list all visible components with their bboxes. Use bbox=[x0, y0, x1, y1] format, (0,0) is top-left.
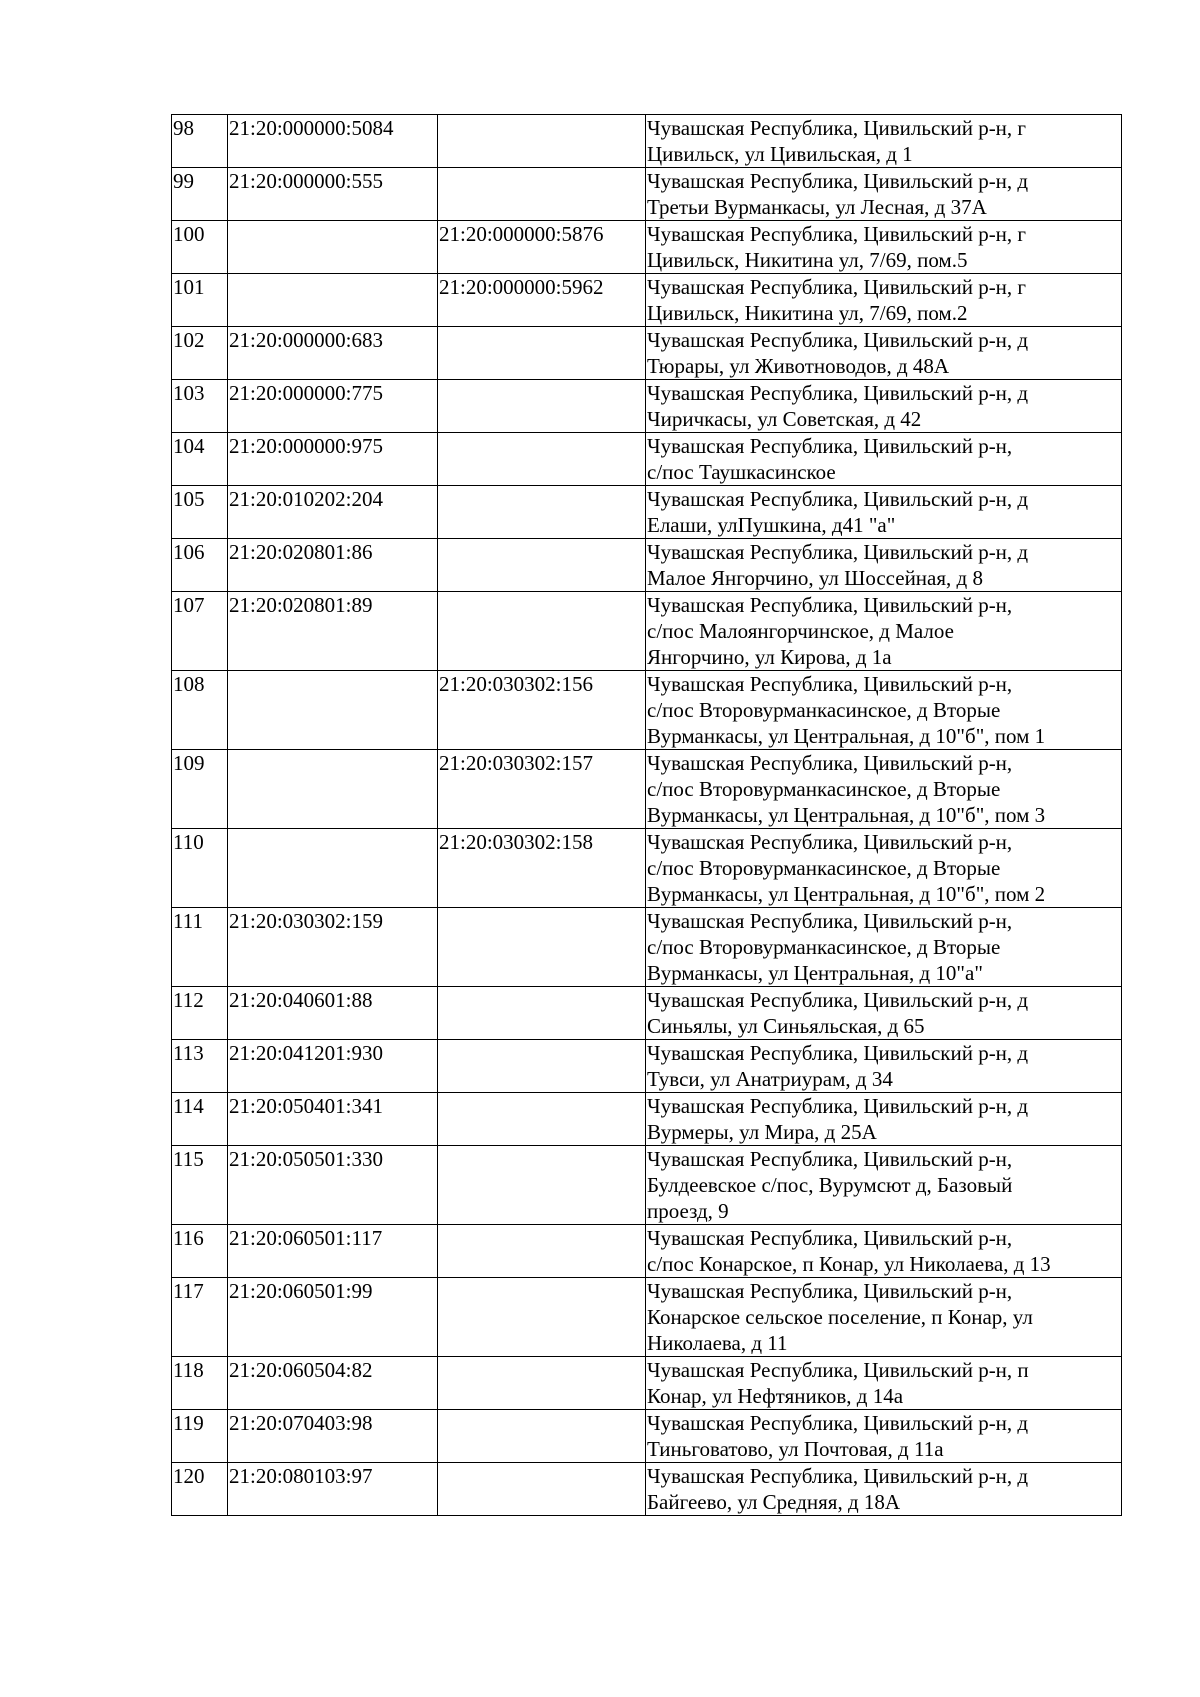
address-cell bbox=[646, 671, 1122, 750]
address-cell bbox=[646, 221, 1122, 274]
row-number-cell: 118 bbox=[172, 1357, 228, 1410]
building-cadastral-number-cell bbox=[438, 433, 646, 486]
land-cadastral-number-cell: 21:20:041201:930 bbox=[228, 1040, 438, 1093]
building-cadastral-number-cell bbox=[438, 1225, 646, 1278]
address-cell bbox=[646, 539, 1122, 592]
address-cell bbox=[646, 1225, 1122, 1278]
land-cadastral-number-cell: 21:20:000000:683 bbox=[228, 327, 438, 380]
building-cadastral-number-cell bbox=[438, 115, 646, 168]
building-cadastral-number-cell bbox=[438, 327, 646, 380]
address-cell bbox=[646, 274, 1122, 327]
land-cadastral-number-cell: 21:20:020801:89 bbox=[228, 592, 438, 671]
address-line: Байгеево, ул Средняя, д 18А bbox=[647, 1490, 901, 1514]
land-cadastral-number-cell: 21:20:030302:159 bbox=[228, 908, 438, 987]
table-row bbox=[172, 987, 1122, 1040]
address-line: Малое Янгорчино, ул Шоссейная, д 8 bbox=[647, 566, 983, 590]
address-cell bbox=[646, 1357, 1122, 1410]
row-number-cell: 107 bbox=[172, 592, 228, 671]
address-cell bbox=[646, 1146, 1122, 1225]
row-number-cell: 110 bbox=[172, 829, 228, 908]
address-line: Чувашская Республика, Цивильский р-н, bbox=[647, 909, 1013, 933]
row-number-cell: 100 bbox=[172, 221, 228, 274]
building-cadastral-number-cell bbox=[438, 592, 646, 671]
address-cell bbox=[646, 592, 1122, 671]
address-cell bbox=[646, 829, 1122, 908]
row-number-cell: 111 bbox=[172, 908, 228, 987]
row-number-cell: 106 bbox=[172, 539, 228, 592]
land-cadastral-number-cell: 21:20:060504:82 bbox=[228, 1357, 438, 1410]
land-cadastral-number-cell: 21:20:060501:117 bbox=[228, 1225, 438, 1278]
address-cell bbox=[646, 750, 1122, 829]
row-number-cell: 99 bbox=[172, 168, 228, 221]
land-cadastral-number-cell bbox=[228, 829, 438, 908]
address-line: Николаева, д 11 bbox=[647, 1331, 788, 1355]
row-number-cell: 103 bbox=[172, 380, 228, 433]
address-line: Чувашская Республика, Цивильский р-н, bbox=[647, 1226, 1013, 1250]
building-cadastral-number-cell bbox=[438, 1357, 646, 1410]
address-line: Чувашская Республика, Цивильский р-н, г bbox=[647, 275, 1027, 299]
address-line: Чувашская Республика, Цивильский р-н, д bbox=[647, 487, 1029, 511]
address-line: Конарское сельское поселение, п Конар, ул bbox=[647, 1305, 1033, 1329]
table-row bbox=[172, 380, 1122, 433]
address-cell bbox=[646, 1410, 1122, 1463]
row-number-cell: 109 bbox=[172, 750, 228, 829]
building-cadastral-number-cell: 21:20:030302:158 bbox=[438, 829, 646, 908]
address-line: Вурманкасы, ул Центральная, д 10"а" bbox=[647, 961, 983, 985]
building-cadastral-number-cell: 21:20:000000:5876 bbox=[438, 221, 646, 274]
address-line: Конар, ул Нефтяников, д 14а bbox=[647, 1384, 904, 1408]
table-row bbox=[172, 829, 1122, 908]
land-cadastral-number-cell: 21:20:000000:5084 bbox=[228, 115, 438, 168]
row-number-cell: 119 bbox=[172, 1410, 228, 1463]
address-line: Тюрары, ул Животноводов, д 48А bbox=[647, 354, 950, 378]
address-line: проезд, 9 bbox=[647, 1199, 729, 1223]
land-cadastral-number-cell: 21:20:040601:88 bbox=[228, 987, 438, 1040]
address-line: Чувашская Республика, Цивильский р-н, д bbox=[647, 988, 1029, 1012]
land-cadastral-number-cell bbox=[228, 671, 438, 750]
table-row bbox=[172, 1463, 1122, 1516]
table-row bbox=[172, 1093, 1122, 1146]
building-cadastral-number-cell bbox=[438, 987, 646, 1040]
address-cell bbox=[646, 987, 1122, 1040]
address-line: Чувашская Республика, Цивильский р-н, п bbox=[647, 1358, 1029, 1382]
table-row bbox=[172, 433, 1122, 486]
table-row bbox=[172, 539, 1122, 592]
row-number-cell: 104 bbox=[172, 433, 228, 486]
building-cadastral-number-cell bbox=[438, 1463, 646, 1516]
address-cell bbox=[646, 115, 1122, 168]
address-line: с/пос Второвурманкасинское, д Вторые bbox=[647, 698, 1001, 722]
address-line: Чувашская Республика, Цивильский р-н, д bbox=[647, 1464, 1029, 1488]
table-row bbox=[172, 1410, 1122, 1463]
address-line: Чиричкасы, ул Советская, д 42 bbox=[647, 407, 922, 431]
building-cadastral-number-cell bbox=[438, 1278, 646, 1357]
address-line: Чувашская Республика, Цивильский р-н, д bbox=[647, 1411, 1029, 1435]
table-row bbox=[172, 274, 1122, 327]
property-table bbox=[171, 114, 1122, 1516]
land-cadastral-number-cell: 21:20:050401:341 bbox=[228, 1093, 438, 1146]
table-row bbox=[172, 671, 1122, 750]
address-cell bbox=[646, 327, 1122, 380]
address-cell bbox=[646, 168, 1122, 221]
building-cadastral-number-cell bbox=[438, 1040, 646, 1093]
table-row bbox=[172, 592, 1122, 671]
table-row bbox=[172, 1357, 1122, 1410]
address-line: с/пос Конарское, п Конар, ул Николаева, д 13 bbox=[647, 1252, 1051, 1276]
land-cadastral-number-cell: 21:20:000000:775 bbox=[228, 380, 438, 433]
building-cadastral-number-cell: 21:20:000000:5962 bbox=[438, 274, 646, 327]
address-line: Вурманкасы, ул Центральная, д 10"б", пом 1 bbox=[647, 724, 1046, 748]
address-line: Цивильск, ул Цивильская, д 1 bbox=[647, 142, 913, 166]
address-cell bbox=[646, 1278, 1122, 1357]
row-number-cell: 108 bbox=[172, 671, 228, 750]
address-line: Чувашская Республика, Цивильский р-н, bbox=[647, 593, 1013, 617]
address-line: с/пос Малоянгорчинское, д Малое bbox=[647, 619, 954, 643]
address-line: Третьи Вурманкасы, ул Лесная, д 37А bbox=[647, 195, 987, 219]
building-cadastral-number-cell bbox=[438, 539, 646, 592]
table-row bbox=[172, 168, 1122, 221]
address-line: Чувашская Республика, Цивильский р-н, д bbox=[647, 1041, 1029, 1065]
address-line: Чувашская Республика, Цивильский р-н, bbox=[647, 672, 1013, 696]
address-line: Чувашская Республика, Цивильский р-н, bbox=[647, 434, 1013, 458]
land-cadastral-number-cell: 21:20:010202:204 bbox=[228, 486, 438, 539]
address-line: Тувси, ул Анатриурам, д 34 bbox=[647, 1067, 893, 1091]
address-cell bbox=[646, 1463, 1122, 1516]
address-line: Чувашская Республика, Цивильский р-н, bbox=[647, 1147, 1013, 1171]
table-row bbox=[172, 1278, 1122, 1357]
row-number-cell: 101 bbox=[172, 274, 228, 327]
address-cell bbox=[646, 1093, 1122, 1146]
table-row bbox=[172, 115, 1122, 168]
row-number-cell: 105 bbox=[172, 486, 228, 539]
address-line: Цивильск, Никитина ул, 7/69, пом.2 bbox=[647, 301, 968, 325]
row-number-cell: 120 bbox=[172, 1463, 228, 1516]
table-row bbox=[172, 221, 1122, 274]
address-line: Тиньговатово, ул Почтовая, д 11а bbox=[647, 1437, 944, 1461]
address-line: Вурманкасы, ул Центральная, д 10"б", пом 3 bbox=[647, 803, 1046, 827]
address-line: Янгорчино, ул Кирова, д 1а bbox=[647, 645, 892, 669]
land-cadastral-number-cell bbox=[228, 221, 438, 274]
address-line: Чувашская Республика, Цивильский р-н, д bbox=[647, 1094, 1029, 1118]
address-line: Чувашская Республика, Цивильский р-н, г bbox=[647, 222, 1027, 246]
address-line: Синьялы, ул Синьяльская, д 65 bbox=[647, 1014, 925, 1038]
land-cadastral-number-cell bbox=[228, 274, 438, 327]
building-cadastral-number-cell bbox=[438, 168, 646, 221]
land-cadastral-number-cell bbox=[228, 750, 438, 829]
table-row bbox=[172, 1225, 1122, 1278]
building-cadastral-number-cell bbox=[438, 380, 646, 433]
row-number-cell: 113 bbox=[172, 1040, 228, 1093]
address-line: с/пос Второвурманкасинское, д Вторые bbox=[647, 935, 1001, 959]
row-number-cell: 98 bbox=[172, 115, 228, 168]
property-table-body bbox=[172, 115, 1122, 1516]
table-row bbox=[172, 1040, 1122, 1093]
land-cadastral-number-cell: 21:20:000000:975 bbox=[228, 433, 438, 486]
building-cadastral-number-cell bbox=[438, 1410, 646, 1463]
address-line: с/пос Второвурманкасинское, д Вторые bbox=[647, 856, 1001, 880]
building-cadastral-number-cell bbox=[438, 1146, 646, 1225]
row-number-cell: 102 bbox=[172, 327, 228, 380]
address-cell bbox=[646, 433, 1122, 486]
row-number-cell: 115 bbox=[172, 1146, 228, 1225]
address-line: Цивильск, Никитина ул, 7/69, пом.5 bbox=[647, 248, 968, 272]
address-cell bbox=[646, 486, 1122, 539]
address-cell bbox=[646, 380, 1122, 433]
building-cadastral-number-cell bbox=[438, 486, 646, 539]
row-number-cell: 116 bbox=[172, 1225, 228, 1278]
address-line: Чувашская Республика, Цивильский р-н, г bbox=[647, 116, 1027, 140]
building-cadastral-number-cell: 21:20:030302:157 bbox=[438, 750, 646, 829]
table-row bbox=[172, 327, 1122, 380]
address-line: Чувашская Республика, Цивильский р-н, д bbox=[647, 381, 1029, 405]
table-row bbox=[172, 1146, 1122, 1225]
address-line: Булдеевское с/пос, Вурумсют д, Базовый bbox=[647, 1173, 1013, 1197]
address-line: Вурманкасы, ул Центральная, д 10"б", пом 2 bbox=[647, 882, 1046, 906]
address-line: Чувашская Республика, Цивильский р-н, bbox=[647, 830, 1013, 854]
table-row bbox=[172, 908, 1122, 987]
building-cadastral-number-cell bbox=[438, 1093, 646, 1146]
land-cadastral-number-cell: 21:20:080103:97 bbox=[228, 1463, 438, 1516]
address-line: Чувашская Республика, Цивильский р-н, bbox=[647, 751, 1013, 775]
row-number-cell: 114 bbox=[172, 1093, 228, 1146]
address-line: с/пос Таушкасинское bbox=[647, 460, 836, 484]
address-line: Елаши, улПушкина, д41 "а" bbox=[647, 513, 896, 537]
land-cadastral-number-cell: 21:20:020801:86 bbox=[228, 539, 438, 592]
land-cadastral-number-cell: 21:20:070403:98 bbox=[228, 1410, 438, 1463]
land-cadastral-number-cell: 21:20:060501:99 bbox=[228, 1278, 438, 1357]
address-cell bbox=[646, 908, 1122, 987]
address-line: Вурмеры, ул Мира, д 25А bbox=[647, 1120, 877, 1144]
table-row bbox=[172, 486, 1122, 539]
building-cadastral-number-cell: 21:20:030302:156 bbox=[438, 671, 646, 750]
table-row bbox=[172, 750, 1122, 829]
address-line: с/пос Второвурманкасинское, д Вторые bbox=[647, 777, 1001, 801]
land-cadastral-number-cell: 21:20:000000:555 bbox=[228, 168, 438, 221]
row-number-cell: 117 bbox=[172, 1278, 228, 1357]
row-number-cell: 112 bbox=[172, 987, 228, 1040]
address-line: Чувашская Республика, Цивильский р-н, bbox=[647, 1279, 1013, 1303]
address-cell bbox=[646, 1040, 1122, 1093]
address-line: Чувашская Республика, Цивильский р-н, д bbox=[647, 328, 1029, 352]
building-cadastral-number-cell bbox=[438, 908, 646, 987]
address-line: Чувашская Республика, Цивильский р-н, д bbox=[647, 540, 1029, 564]
address-line: Чувашская Республика, Цивильский р-н, д bbox=[647, 169, 1029, 193]
land-cadastral-number-cell: 21:20:050501:330 bbox=[228, 1146, 438, 1225]
